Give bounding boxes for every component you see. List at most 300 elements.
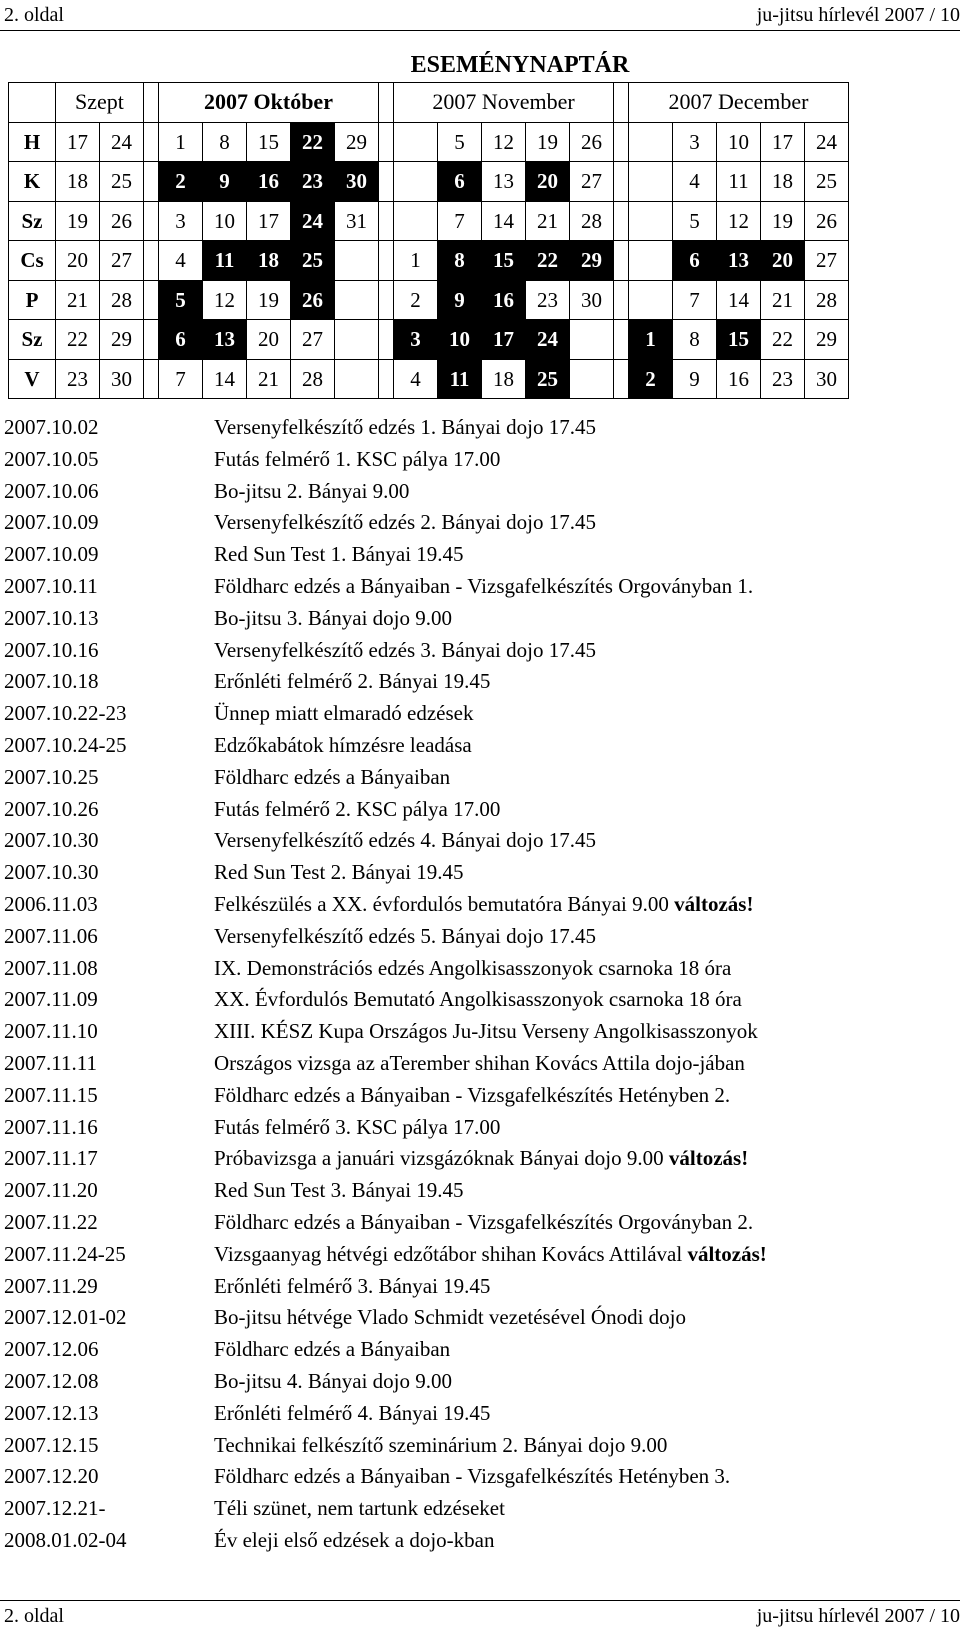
day-cell: 2 bbox=[629, 359, 673, 399]
event-date: 2007.12.13 bbox=[4, 1400, 99, 1425]
day-cell: 21 bbox=[247, 359, 291, 399]
day-cell: 3 bbox=[673, 122, 717, 162]
day-cell: 24 bbox=[805, 122, 849, 162]
day-cell: 21 bbox=[761, 280, 805, 320]
event-item bbox=[4, 1175, 954, 1207]
event-date: 2007.10.05 bbox=[4, 446, 99, 471]
calendar-row bbox=[9, 359, 849, 399]
day-cell: 13 bbox=[203, 320, 247, 360]
day-cell: 26 bbox=[291, 280, 335, 320]
event-description: Földharc edzés a Bányaiban - Vizsgafelkészítés Orgoványban 2. bbox=[214, 1209, 754, 1234]
day-cell: 29 bbox=[335, 122, 379, 162]
day-cell: 14 bbox=[482, 201, 526, 241]
gap-cell bbox=[144, 320, 159, 360]
day-cell: 20 bbox=[761, 241, 805, 281]
gap-cell bbox=[614, 280, 629, 320]
event-text bbox=[214, 1302, 686, 1334]
event-date: 2007.11.11 bbox=[4, 1050, 97, 1075]
day-cell: 27 bbox=[100, 241, 144, 281]
event-date: 2007.10.09 bbox=[4, 510, 99, 535]
day-cell: 11 bbox=[203, 241, 247, 281]
event-date: 2007.11.06 bbox=[4, 923, 98, 948]
day-cell bbox=[570, 359, 614, 399]
day-cell: 1 bbox=[159, 122, 203, 162]
event-description: Földharc edzés a Bányaiban - Vizsgafelkészítés Hetényben 2. bbox=[214, 1082, 731, 1107]
event-item bbox=[4, 1239, 954, 1271]
event-item bbox=[4, 1016, 954, 1048]
day-cell bbox=[394, 122, 438, 162]
event-item bbox=[4, 825, 954, 857]
event-description: Erőnléti felmérő 4. Bányai 19.45 bbox=[214, 1400, 491, 1425]
event-description: Bo-jitsu 3. Bányai dojo 9.00 bbox=[214, 605, 452, 630]
event-text bbox=[214, 1398, 490, 1430]
event-description: Felkészülés a XX. évfordulós bemutatóra Bányai 9.00 bbox=[214, 891, 669, 916]
event-description: Versenyfelkészítő edzés 1. Bányai dojo 17.45 bbox=[214, 415, 596, 439]
calendar-title: ESEMÉNYNAPTÁR bbox=[410, 52, 630, 78]
day-cell: 24 bbox=[100, 122, 144, 162]
event-date: 2007.11.09 bbox=[4, 987, 98, 1012]
day-cell: 10 bbox=[203, 201, 247, 241]
day-cell: 5 bbox=[438, 122, 482, 162]
event-date: 2007.10.30 bbox=[4, 860, 99, 885]
event-description: Versenyfelkészítő edzés 5. Bányai dojo 17.45 bbox=[214, 923, 596, 948]
event-text bbox=[214, 539, 464, 571]
event-item bbox=[4, 730, 954, 762]
event-text bbox=[214, 603, 452, 635]
event-item bbox=[4, 762, 954, 794]
event-description: Bo-jitsu 2. Bányai 9.00 bbox=[214, 478, 410, 503]
day-cell: 19 bbox=[247, 280, 291, 320]
page-footer bbox=[0, 1600, 960, 1631]
day-cell: 30 bbox=[570, 280, 614, 320]
day-cell bbox=[335, 359, 379, 399]
event-text bbox=[214, 857, 464, 889]
event-item bbox=[4, 857, 954, 889]
event-date: 2007.10.25 bbox=[4, 764, 99, 789]
day-cell bbox=[335, 241, 379, 281]
event-item bbox=[4, 889, 954, 921]
event-item bbox=[4, 635, 954, 667]
day-cell: 27 bbox=[805, 241, 849, 281]
event-text bbox=[214, 444, 500, 476]
weekday-label: H bbox=[9, 122, 56, 162]
gap-cell bbox=[614, 83, 629, 123]
event-item bbox=[4, 1143, 954, 1175]
calendar-row bbox=[9, 162, 849, 202]
day-cell: 2 bbox=[394, 280, 438, 320]
event-date: 2007.11.08 bbox=[4, 955, 98, 980]
event-description: Red Sun Test 1. Bányai 19.45 bbox=[214, 542, 464, 567]
gap-cell bbox=[614, 359, 629, 399]
day-cell: 7 bbox=[673, 280, 717, 320]
event-date: 2007.12.20 bbox=[4, 1464, 99, 1489]
event-item bbox=[4, 1080, 954, 1112]
day-cell: 26 bbox=[570, 122, 614, 162]
month-header-dec: 2007 December bbox=[629, 83, 849, 123]
day-cell: 23 bbox=[761, 359, 805, 399]
event-description: Futás felmérő 2. KSC pálya 17.00 bbox=[214, 796, 501, 821]
month-header-nov: 2007 November bbox=[394, 83, 614, 123]
day-cell: 31 bbox=[335, 201, 379, 241]
event-description: Erőnléti felmérő 2. Bányai 19.45 bbox=[214, 669, 491, 694]
page-header bbox=[0, 0, 960, 31]
event-text bbox=[214, 698, 473, 730]
event-text bbox=[214, 507, 596, 539]
event-description: Bo-jitsu hétvége Vlado Schmidt vezetésével Ónodi dojo bbox=[214, 1305, 687, 1330]
event-text bbox=[214, 1271, 490, 1303]
day-cell bbox=[629, 162, 673, 202]
day-cell: 22 bbox=[761, 320, 805, 360]
day-cell bbox=[629, 201, 673, 241]
event-item bbox=[4, 444, 954, 476]
event-description: Bo-jitsu 4. Bányai dojo 9.00 bbox=[214, 1368, 452, 1393]
day-cell: 25 bbox=[805, 162, 849, 202]
event-description: Futás felmérő 3. KSC pálya 17.00 bbox=[214, 1114, 501, 1139]
day-cell: 7 bbox=[159, 359, 203, 399]
gap-cell bbox=[379, 122, 394, 162]
calendar-header-row bbox=[9, 83, 849, 123]
page-number: 2. oldal bbox=[4, 4, 64, 26]
day-cell: 30 bbox=[100, 359, 144, 399]
day-cell: 29 bbox=[570, 241, 614, 281]
change-notice: változás! bbox=[687, 1241, 767, 1266]
gap-cell bbox=[379, 83, 394, 123]
event-text bbox=[214, 412, 596, 444]
weekday-label: Cs bbox=[9, 241, 56, 281]
event-description: Red Sun Test 2. Bányai 19.45 bbox=[214, 860, 464, 885]
day-cell: 4 bbox=[159, 241, 203, 281]
gap-cell bbox=[379, 241, 394, 281]
day-cell: 25 bbox=[526, 359, 570, 399]
event-item bbox=[4, 1302, 954, 1334]
calendar-row bbox=[9, 280, 849, 320]
event-date: 2007.12.06 bbox=[4, 1337, 99, 1362]
day-cell: 12 bbox=[482, 122, 526, 162]
day-cell: 16 bbox=[247, 162, 291, 202]
gap-cell bbox=[379, 280, 394, 320]
event-item bbox=[4, 539, 954, 571]
day-cell: 15 bbox=[482, 241, 526, 281]
day-cell bbox=[335, 320, 379, 360]
day-cell: 13 bbox=[482, 162, 526, 202]
day-cell bbox=[629, 122, 673, 162]
gap-cell bbox=[144, 122, 159, 162]
event-description: Versenyfelkészítő edzés 2. Bányai dojo 17.45 bbox=[214, 510, 596, 535]
event-date: 2007.10.02 bbox=[4, 415, 99, 439]
event-description: Országos vizsga az aTerember shihan Kovács Attila dojo-jában bbox=[214, 1050, 745, 1075]
event-text bbox=[214, 825, 596, 857]
event-date: 2007.12.08 bbox=[4, 1368, 99, 1393]
gap-cell bbox=[144, 280, 159, 320]
event-text bbox=[214, 571, 753, 603]
event-description: Földharc edzés a Bányaiban bbox=[214, 764, 451, 789]
event-text bbox=[214, 1525, 494, 1557]
newsletter-title: ju-jitsu hírlevél 2007 / 10 bbox=[756, 4, 960, 26]
day-cell: 27 bbox=[570, 162, 614, 202]
event-item bbox=[4, 1430, 954, 1462]
day-cell: 15 bbox=[247, 122, 291, 162]
weekday-label: V bbox=[9, 359, 56, 399]
event-text bbox=[214, 1080, 730, 1112]
event-item bbox=[4, 1366, 954, 1398]
day-cell: 22 bbox=[56, 320, 100, 360]
day-cell: 27 bbox=[291, 320, 335, 360]
event-text bbox=[214, 1461, 730, 1493]
gap-cell bbox=[614, 162, 629, 202]
day-cell: 24 bbox=[291, 201, 335, 241]
event-item bbox=[4, 984, 954, 1016]
event-date: 2007.10.24-25 bbox=[4, 732, 127, 757]
gap-cell bbox=[614, 320, 629, 360]
event-text bbox=[214, 1016, 758, 1048]
day-cell: 4 bbox=[394, 359, 438, 399]
event-item bbox=[4, 1112, 954, 1144]
event-date: 2007.10.09 bbox=[4, 542, 99, 567]
day-cell: 8 bbox=[673, 320, 717, 360]
day-cell: 14 bbox=[203, 359, 247, 399]
day-cell: 6 bbox=[673, 241, 717, 281]
day-cell bbox=[394, 201, 438, 241]
event-description: Technikai felkészítő szeminárium 2. Bányai dojo 9.00 bbox=[214, 1432, 668, 1457]
gap-cell bbox=[379, 320, 394, 360]
event-text bbox=[214, 762, 450, 794]
event-description: IX. Demonstrációs edzés Angolkisasszonyok csarnoka 18 óra bbox=[214, 955, 732, 980]
day-cell: 29 bbox=[100, 320, 144, 360]
day-cell: 6 bbox=[438, 162, 482, 202]
event-description: Próbavizsga a januári vizsgázóknak Bányai dojo 9.00 bbox=[214, 1146, 664, 1171]
change-notice: változás! bbox=[674, 891, 754, 916]
event-date: 2007.10.18 bbox=[4, 669, 99, 694]
day-cell bbox=[394, 162, 438, 202]
event-description: XIII. KÉSZ Kupa Országos Ju-Jitsu Verseny Angolkisasszonyok bbox=[214, 1019, 758, 1044]
day-cell: 3 bbox=[159, 201, 203, 241]
event-description: Red Sun Test 3. Bányai 19.45 bbox=[214, 1178, 464, 1203]
day-cell: 1 bbox=[394, 241, 438, 281]
event-date: 2007.12.15 bbox=[4, 1432, 99, 1457]
day-cell bbox=[629, 280, 673, 320]
event-date: 2007.10.30 bbox=[4, 828, 99, 853]
event-date: 2007.10.22-23 bbox=[4, 701, 127, 726]
event-date: 2007.10.13 bbox=[4, 605, 99, 630]
day-cell bbox=[570, 320, 614, 360]
event-text bbox=[214, 1207, 753, 1239]
weekday-label: K bbox=[9, 162, 56, 202]
event-text bbox=[214, 666, 490, 698]
event-item bbox=[4, 1525, 954, 1557]
gap-cell bbox=[144, 241, 159, 281]
day-cell: 17 bbox=[761, 122, 805, 162]
day-cell: 9 bbox=[673, 359, 717, 399]
event-text bbox=[214, 1366, 452, 1398]
weekday-label: Sz bbox=[9, 201, 56, 241]
day-cell: 1 bbox=[629, 320, 673, 360]
day-cell: 26 bbox=[805, 201, 849, 241]
day-cell: 28 bbox=[100, 280, 144, 320]
day-cell: 8 bbox=[203, 122, 247, 162]
day-cell: 25 bbox=[291, 241, 335, 281]
event-item bbox=[4, 1461, 954, 1493]
event-description: Téli szünet, nem tartunk edzéseket bbox=[214, 1496, 505, 1521]
day-cell: 24 bbox=[526, 320, 570, 360]
event-item bbox=[4, 953, 954, 985]
event-text bbox=[214, 635, 596, 667]
day-cell: 17 bbox=[56, 122, 100, 162]
day-cell: 18 bbox=[482, 359, 526, 399]
event-description: Vizsgaanyag hétvégi edzőtábor shihan Kovács Attilával bbox=[214, 1241, 683, 1266]
event-description: Év eleji első edzések a dojo-kban bbox=[214, 1527, 495, 1552]
event-text bbox=[214, 889, 753, 921]
day-cell: 14 bbox=[717, 280, 761, 320]
event-date: 2007.10.06 bbox=[4, 478, 99, 503]
event-text bbox=[214, 1143, 748, 1175]
day-cell: 16 bbox=[717, 359, 761, 399]
event-description: Ünnep miatt elmaradó edzések bbox=[214, 701, 474, 726]
day-cell: 23 bbox=[526, 280, 570, 320]
event-item bbox=[4, 412, 954, 444]
day-cell: 19 bbox=[56, 201, 100, 241]
event-text bbox=[214, 794, 500, 826]
event-item bbox=[4, 507, 954, 539]
event-description: Versenyfelkészítő edzés 3. Bányai dojo 17.45 bbox=[214, 637, 596, 662]
day-cell: 30 bbox=[805, 359, 849, 399]
day-cell bbox=[629, 241, 673, 281]
gap-cell bbox=[379, 201, 394, 241]
gap-cell bbox=[379, 162, 394, 202]
event-description: Versenyfelkészítő edzés 4. Bányai dojo 17.45 bbox=[214, 828, 596, 853]
event-date: 2008.01.02-04 bbox=[4, 1527, 127, 1552]
event-date: 2007.11.16 bbox=[4, 1114, 98, 1139]
day-cell: 19 bbox=[761, 201, 805, 241]
event-text bbox=[214, 476, 409, 508]
event-date: 2007.10.16 bbox=[4, 637, 99, 662]
day-cell: 22 bbox=[291, 122, 335, 162]
calendar-row bbox=[9, 122, 849, 162]
day-cell: 9 bbox=[203, 162, 247, 202]
day-cell: 19 bbox=[526, 122, 570, 162]
event-date: 2007.11.22 bbox=[4, 1209, 98, 1234]
day-cell: 18 bbox=[56, 162, 100, 202]
event-text bbox=[214, 953, 731, 985]
event-item bbox=[4, 1207, 954, 1239]
day-cell: 29 bbox=[805, 320, 849, 360]
gap-cell bbox=[144, 83, 159, 123]
event-list bbox=[4, 412, 954, 1557]
calendar-row bbox=[9, 241, 849, 281]
day-cell: 7 bbox=[438, 201, 482, 241]
day-cell: 17 bbox=[482, 320, 526, 360]
day-cell bbox=[335, 280, 379, 320]
event-date: 2007.12.01-02 bbox=[4, 1305, 127, 1330]
event-text bbox=[214, 921, 596, 953]
event-description: Földharc edzés a Bányaiban - Vizsgafelkészítés Hetényben 3. bbox=[214, 1464, 731, 1489]
event-description: Erőnléti felmérő 3. Bányai 19.45 bbox=[214, 1273, 491, 1298]
weekday-label: Sz bbox=[9, 320, 56, 360]
gap-cell bbox=[144, 201, 159, 241]
day-cell: 18 bbox=[761, 162, 805, 202]
event-description: Földharc edzés a Bányaiban bbox=[214, 1337, 451, 1362]
day-cell: 16 bbox=[482, 280, 526, 320]
day-cell: 13 bbox=[717, 241, 761, 281]
event-item bbox=[4, 571, 954, 603]
gap-cell bbox=[614, 241, 629, 281]
event-item bbox=[4, 698, 954, 730]
day-cell: 28 bbox=[805, 280, 849, 320]
day-cell: 30 bbox=[335, 162, 379, 202]
month-header-oct: 2007 Október bbox=[159, 83, 379, 123]
day-cell: 9 bbox=[438, 280, 482, 320]
event-date: 2007.12.21- bbox=[4, 1496, 106, 1521]
day-cell: 12 bbox=[717, 201, 761, 241]
event-description: Földharc edzés a Bányaiban - Vizsgafelkészítés Orgoványban 1. bbox=[214, 573, 754, 598]
day-cell: 22 bbox=[526, 241, 570, 281]
event-item bbox=[4, 1493, 954, 1525]
event-item bbox=[4, 1271, 954, 1303]
event-item bbox=[4, 794, 954, 826]
event-text bbox=[214, 1430, 667, 1462]
day-cell: 26 bbox=[100, 201, 144, 241]
day-cell: 23 bbox=[291, 162, 335, 202]
day-cell: 17 bbox=[247, 201, 291, 241]
gap-cell bbox=[379, 359, 394, 399]
event-item bbox=[4, 666, 954, 698]
day-cell: 3 bbox=[394, 320, 438, 360]
event-date: 2007.11.29 bbox=[4, 1273, 98, 1298]
day-cell: 18 bbox=[247, 241, 291, 281]
weekday-label: P bbox=[9, 280, 56, 320]
day-cell: 6 bbox=[159, 320, 203, 360]
event-date: 2007.11.17 bbox=[4, 1146, 98, 1171]
event-text bbox=[214, 730, 472, 762]
month-header-sep: Szept bbox=[56, 83, 144, 123]
day-cell: 20 bbox=[526, 162, 570, 202]
event-item bbox=[4, 603, 954, 635]
event-date: 2006.11.03 bbox=[4, 891, 98, 916]
event-date: 2007.11.20 bbox=[4, 1178, 98, 1203]
corner-cell bbox=[9, 83, 56, 123]
day-cell: 20 bbox=[56, 241, 100, 281]
day-cell: 25 bbox=[100, 162, 144, 202]
change-notice: változás! bbox=[668, 1146, 749, 1171]
event-description: Futás felmérő 1. KSC pálya 17.00 bbox=[214, 446, 501, 471]
event-date: 2007.11.15 bbox=[4, 1082, 98, 1107]
day-cell: 21 bbox=[526, 201, 570, 241]
day-cell: 15 bbox=[717, 320, 761, 360]
gap-cell bbox=[144, 162, 159, 202]
gap-cell bbox=[144, 359, 159, 399]
day-cell: 20 bbox=[247, 320, 291, 360]
day-cell: 5 bbox=[673, 201, 717, 241]
event-item bbox=[4, 1048, 954, 1080]
event-description: Edzőkabátok hímzésre leadása bbox=[214, 732, 472, 757]
event-description: XX. Évfordulós Bemutató Angolkisasszonyok csarnoka 18 óra bbox=[214, 987, 742, 1012]
event-text bbox=[214, 1112, 500, 1144]
event-date: 2007.10.26 bbox=[4, 796, 99, 821]
day-cell: 4 bbox=[673, 162, 717, 202]
event-text bbox=[214, 1048, 745, 1080]
event-date: 2007.11.24-25 bbox=[4, 1241, 126, 1266]
day-cell: 8 bbox=[438, 241, 482, 281]
day-cell: 5 bbox=[159, 280, 203, 320]
day-cell: 11 bbox=[717, 162, 761, 202]
calendar-row bbox=[9, 320, 849, 360]
event-date: 2007.10.11 bbox=[4, 573, 98, 598]
gap-cell bbox=[614, 201, 629, 241]
day-cell: 28 bbox=[291, 359, 335, 399]
day-cell: 28 bbox=[570, 201, 614, 241]
event-item bbox=[4, 921, 954, 953]
day-cell: 2 bbox=[159, 162, 203, 202]
event-date: 2007.11.10 bbox=[4, 1019, 98, 1044]
